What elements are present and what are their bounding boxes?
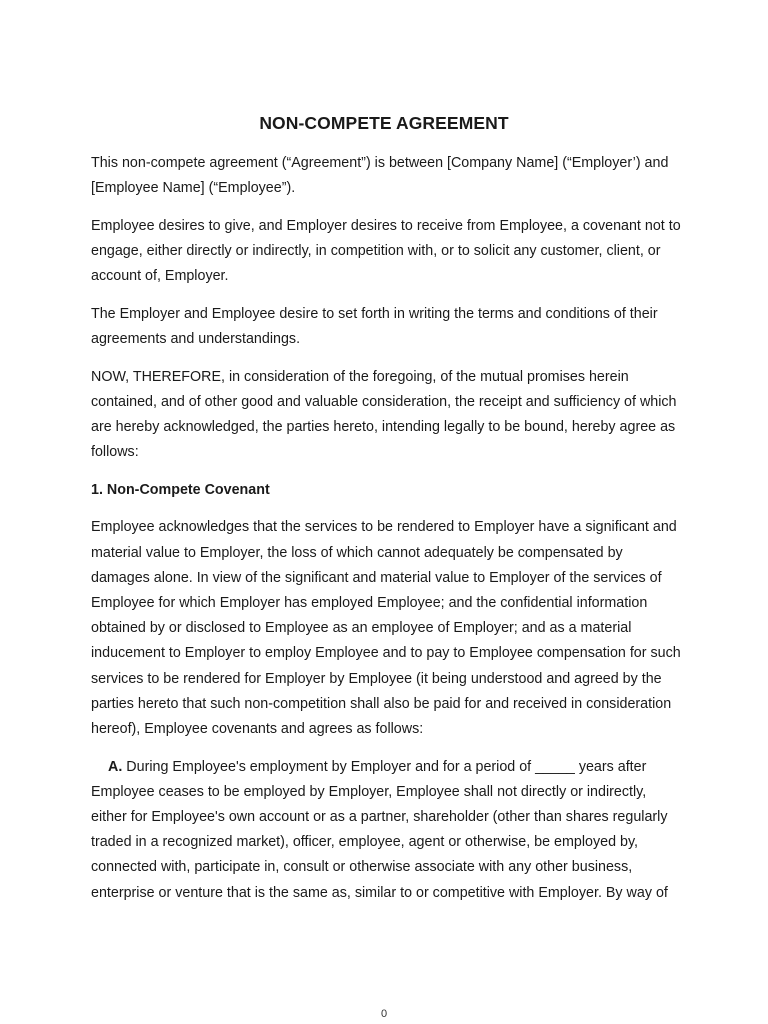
subsection-a	[91, 755, 683, 906]
subsection-a-letter: A.	[108, 758, 123, 775]
covenant-desire-paragraph: Employee desires to give, and Employer desires to receive from Employee, a covenant not to engage, either directly or indirectly, in competition with, or to solicit any customer, client, or account of, Employer.	[91, 217, 681, 285]
terms-paragraph: The Employer and Employee desire to set forth in writing the terms and conditions of their agreements and understandings.	[91, 305, 658, 347]
intro-paragraph: This non-compete agreement (“Agreement”) is between [Company Name] (“Employer’) and [Employee Name] (“Employee”).	[91, 155, 669, 197]
therefore-paragraph: NOW, THEREFORE, in consideration of the foregoing, of the mutual promises herein contained, and of other good and valuable consideration, the receipt and sufficiency of which are hereby acknowledged, the parties hereto, intending legally to be bound, hereby agree as follows:	[91, 368, 677, 461]
subsection-a-text: During Employee's employment by Employer and for a period of _____ years after Employee ceases to be employed by Employer, Employee shall not directly or indirectly, either for Employee's own account or as a partner, shareholder (other than shares regularly traded in a recognized market), officer, employee, agent or otherwise, be employed by, connected with, participate in, consult or otherwise associate with any other business, enterprise or venture that is the same as, similar to or competitive with Employer. By way of	[91, 758, 668, 901]
document-title: NON-COMPETE AGREEMENT	[259, 113, 509, 133]
document-body	[91, 151, 683, 918]
section-1-paragraph: Employee acknowledges that the services to be rendered to Employer have a significant and material value to Employer, the loss of which cannot adequately be compensated by damages alone. In view of the significant and material value to Employer of the services of Employee for which Employer has employed Employee; and the confidential information obtained by or disclosed to Employee as an employee of Employer; and as a material inducement to Employer to employ Employee and to pay to Employee compensation for such services to be rendered for Employer by Employee (it being understood and agreed by the parties hereto that such non-competition shall also be paid for and received in consideration hereof), Employee covenants and agrees as follows:	[91, 519, 681, 738]
page-number: 0	[380, 1008, 388, 1020]
section-1-heading: 1. Non-Compete Covenant	[91, 481, 270, 498]
